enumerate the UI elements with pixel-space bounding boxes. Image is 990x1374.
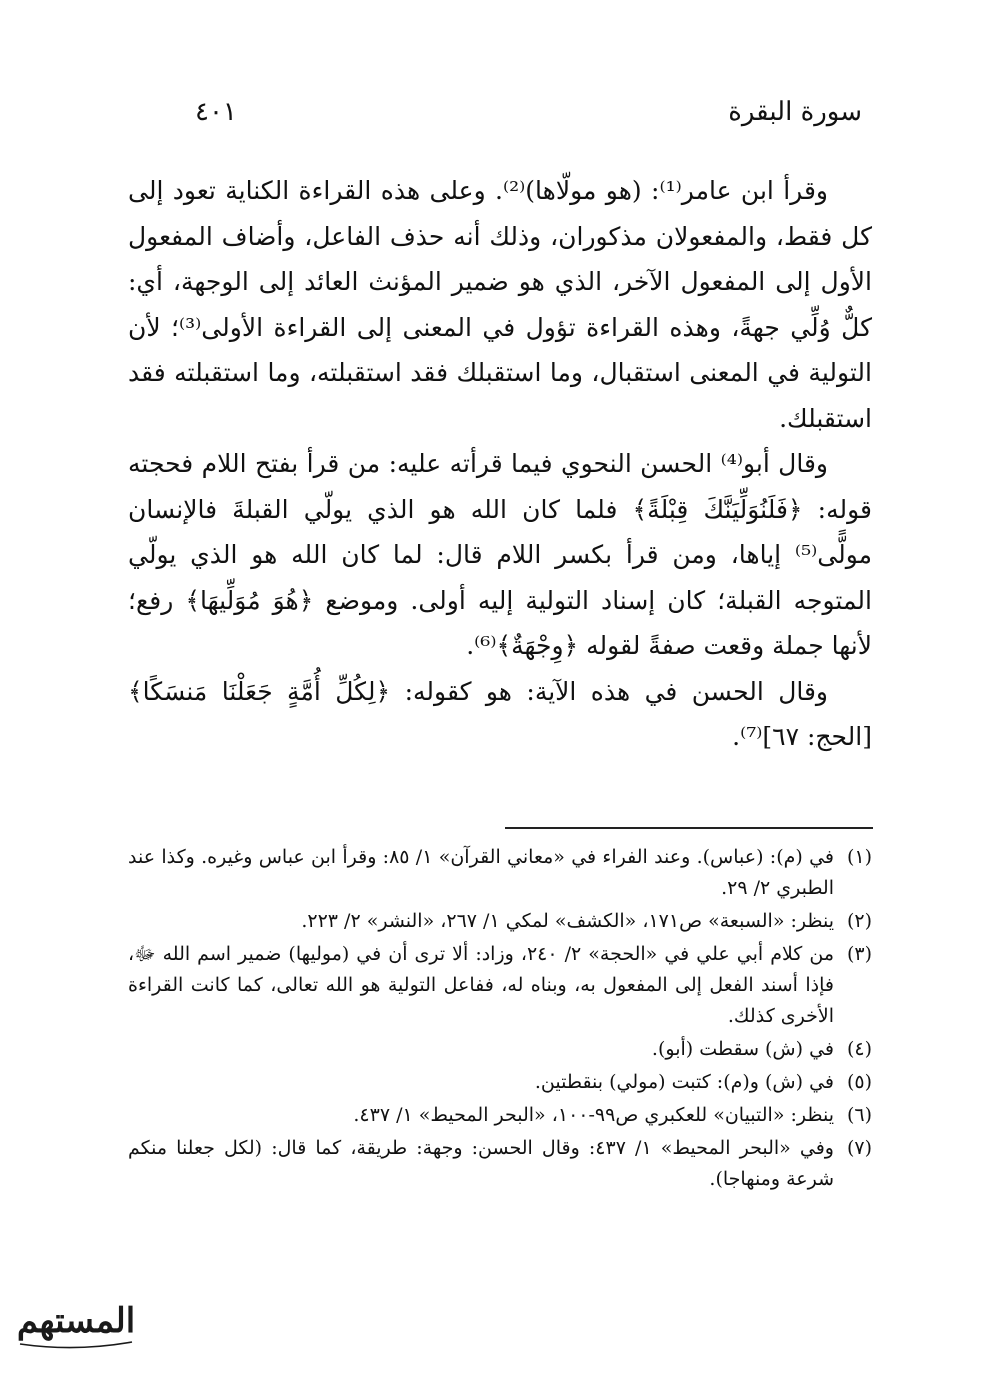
surah-title: سورة البقرة	[728, 97, 862, 127]
footnote-number: (٧)	[846, 1137, 872, 1159]
footnote	[128, 1067, 872, 1098]
footnote-text: في (ش) و(م): كتبت (مولي) بنقطتين.	[534, 1071, 834, 1093]
stamp-flourish	[20, 1342, 132, 1348]
footnote-text: وفي «البحر المحيط» ١/ ٤٣٧: وقال الحسن: وجهة: طريقة، كما قال: (لكل جعلنا منكم شرعة ومنهاجا).	[128, 1137, 834, 1190]
footnote-text: من كلام أبي علي في «الحجة» ٢/ ٢٤٠، وزاد: ألا ترى أن في (موليها) ضمير اسم الله ﷻ، فإذا أسند الفعل إلى المفعول به، وبناه له، ففاعل التولية هو الله تعالى، كما كانت القراءة الأخرى كذلك.	[128, 943, 834, 1027]
paragraph: وقال الحسن في هذه الآية: هو كقوله: ﴿لِكُلِّ أُمَّةٍ جَعَلْنَا مَنسَكًا﴾ [الحج: ٦٧]⁽⁷⁾.	[128, 676, 872, 751]
paragraph: وقرأ ابن عامر⁽¹⁾: (هو مولّاها)⁽²⁾. وعلى هذه القراءة الكناية تعود إلى كل فقط، والمفعولان مذكوران، وذلك أنه حذف الفاعل، وأضاف المفعول الأول إلى المفعول الآخر، الذي هو ضمير المؤنث العائد إلى الوجهة، أي: كلٌّ وُلِّي جهةً، وهذه القراءة تؤول في المعنى إلى القراءة الأولى⁽³⁾؛ لأن التولية في المعنى استقبال، وما استقبلك فقد استقبلته، وما استقبلته فقد استقبلك.	[128, 176, 872, 433]
footnote-text: في (ش) سقطت (أبو).	[651, 1038, 834, 1060]
footnote	[128, 1034, 872, 1065]
footnote	[128, 906, 872, 937]
stamp-text: المستهم	[16, 1301, 136, 1341]
main-text	[128, 168, 872, 760]
footnote-text: ينظر: «السبعة» ص١٧١، «الكشف» لمكي ١/ ٢٦٧، «النشر» ٢/ ٢٢٣.	[301, 910, 834, 932]
footnote	[128, 842, 872, 904]
footnote-number: (٤)	[846, 1038, 872, 1060]
footnote-number: (٦)	[846, 1104, 872, 1126]
footnote-number: (٣)	[846, 943, 872, 965]
footnote-number: (٥)	[846, 1071, 872, 1093]
footnote-text: ينظر: «التبيان» للعكبري ص٩٩-١٠٠، «البحر المحيط» ١/ ٤٣٧.	[353, 1104, 834, 1126]
publisher-stamp-logo	[12, 1292, 140, 1356]
page-number: ٤٠١	[195, 97, 237, 127]
footnote	[128, 1133, 872, 1195]
footnote	[128, 939, 872, 1032]
footnote-number: (١)	[846, 846, 872, 868]
footnotes	[128, 842, 872, 1197]
footnote-separator	[505, 827, 873, 829]
footnote-number: (٢)	[846, 910, 872, 932]
footnote	[128, 1100, 872, 1131]
paragraph: وقال أبو⁽⁴⁾ الحسن النحوي فيما قرأته عليه: من قرأ بفتح اللام فحجته قوله: ﴿فَلَنُوَلِّيَنَّكَ قِبْلَةً﴾ فلما كان الله هو الذي يولّي القبلةَ فالإنسان مولًّى⁽⁵⁾ إياها، ومن قرأ بكسر اللام قال: لما كان الله هو الذي يولّي المتوجه القبلة؛ كان إسناد التولية إليه أولى. وموضع ﴿هُوَ مُوَلِّيهَا﴾ رفع؛ لأنها جملة وقعت صفةً لقوله ﴿وِجْهَةٌ﴾⁽⁶⁾.	[128, 449, 872, 660]
page-header	[195, 92, 862, 132]
footnote-text: في (م): (عباس). وعند الفراء في «معاني القرآن» ١/ ٨٥: وقرأ ابن عباس وغيره. وكذا عند الطبري ٢/ ٢٩.	[128, 846, 834, 899]
